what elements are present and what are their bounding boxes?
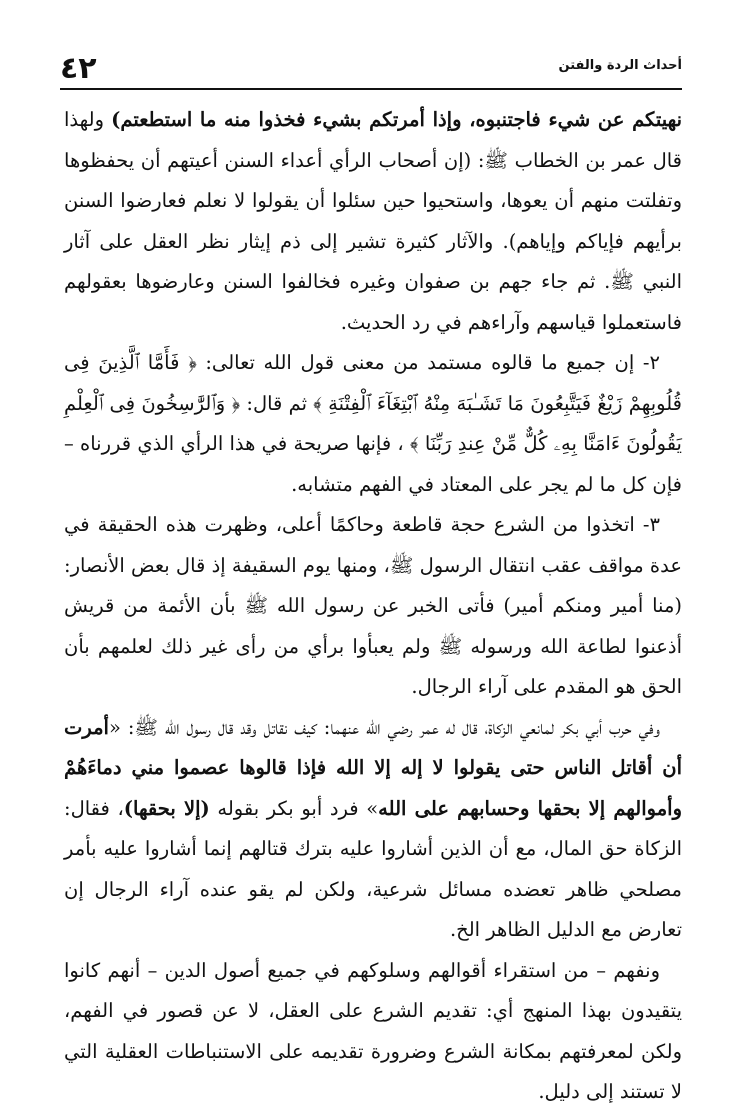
quran-verse-1: ﴿ فَأَمَّا ٱلَّذِينَ فِى قُلُوبِهِمْ زَيْغٌ فَيَتَّبِعُونَ مَا تَشَـٰبَهَ مِنْهُ ٱبْتِغَآءَ ٱلْفِتْنَةِ ﴾ <box>64 351 682 415</box>
paragraph-2-text-1: ٢- إن جميع ما قالوه مستمد من معنى قول الله تعالى: <box>196 351 660 374</box>
paragraph-2-text-2: ثم قال: <box>240 391 314 415</box>
paragraph-4 <box>64 708 682 951</box>
paragraph-5 <box>64 951 682 1113</box>
quran-verse-2: ﴿ وَٱلرَّٰسِخُونَ فِى ٱلْعِلْمِ يَقُولُونَ ءَامَنَّا بِهِۦ كُلٌّ مِّنْ عِندِ رَبِّنَا ﴾ <box>64 391 682 455</box>
paragraph-5-text: ونفهم – من استقراء أقوالهم وسلوكهم في جميع أصول الدين – أنهم كانوا يتقيدون بهذا المنهج أي: تقديم الشرع على العقل، لا عن قصور في الفهم، ولكن لمعرفتهم بمكانة الشرع وضرورة تقديمه على الاستنباطات العقلية التي لا تستند إلى دليل. <box>64 958 682 1103</box>
paragraph-1 <box>64 100 682 343</box>
paragraph-4-text-3: ، فقال: الزكاة حق المال، مع أن الذين أشاروا عليه بترك قتالهم إنما أشاروا عليه بأمر مصلحي ظاهر تعضده مسائل شرعية، ولكن لم يقو عنده آراء الرجال إن تعارض مع الدليل الظاهر الخ. <box>64 796 682 941</box>
header-rule <box>60 88 682 90</box>
paragraph-1-text: ولهذا قال عمر بن الخطاب ﷺ: (إن أصحاب الرأي أعداء السنن أعيتهم أن يحفظوها وتفلتت منهم أن يعوها، واستحيوا حين سئلوا أن يقولوا لا نعلم فعارضوا السنن برأيهم فإياكم وإياهم). والآثار كثيرة تشير إلى ذم إيثار نظر العقل على آثار النبي ﷺ. ثم جاء جهم بن صفوان وغيره فخالفوا السنن وعارضوها بعقولهم فاستعملوا قياسهم وآراءهم في رد الحديث. <box>64 108 682 334</box>
hadith-quote: أمرت أن أقاتل الناس حتى يقولوا لا إله إلا الله فإذا قالوها عصموا مني دماءَهُمْ وأموالهم إلا بحقها وحسابهم على الله <box>64 715 682 820</box>
paragraph-4-text-1: وفي حرب أبي بكر لمانعي الزكاة، قال له عمر رضي الله عنهما: كيف نقاتل وقد قال رسول الله ﷺ: « <box>108 715 660 739</box>
illa-bihaqqiha-quote: (إلا بحقها) <box>123 796 210 820</box>
paragraph-3 <box>64 505 682 708</box>
paragraph-4-text-2: » فرد أبو بكر بقوله <box>209 796 379 820</box>
paragraph-1-bold-quote: نهيتكم عن شيء فاجتنبوه، وإذا أمرتكم بشيء فخذوا منه ما استطعتم) <box>111 108 683 131</box>
page-body <box>64 100 682 1113</box>
running-title: أحداث الردة والفتن <box>558 58 682 73</box>
paragraph-2-text-3: ، فإنها صريحة في هذا الرأي الذي قررناه –فإن كل ما لم يجر على المعتاد في الفهم متشابه. <box>64 432 682 496</box>
paragraph-3-text: ٣- اتخذوا من الشرع حجة قاطعة وحاكمًا أعلى، وظهرت هذه الحقيقة في عدة مواقف عقب انتقال الرسول ﷺ، ومنها يوم السقيفة إذ قال بعض الأنصار: (منا أمير ومنكم أمير) فأتى الخبر عن رسول الله ﷺ بأن الأئمة من قريش أذعنوا لطاعة الله ورسوله ﷺ ولم يعبأوا برأي من رأى غير ذلك لعلمهم بأن الحق هو المقدم على آراء الرجال. <box>64 513 682 698</box>
page-number: ٤٢ <box>60 51 97 86</box>
paragraph-2 <box>64 343 682 505</box>
page-header <box>60 48 682 92</box>
